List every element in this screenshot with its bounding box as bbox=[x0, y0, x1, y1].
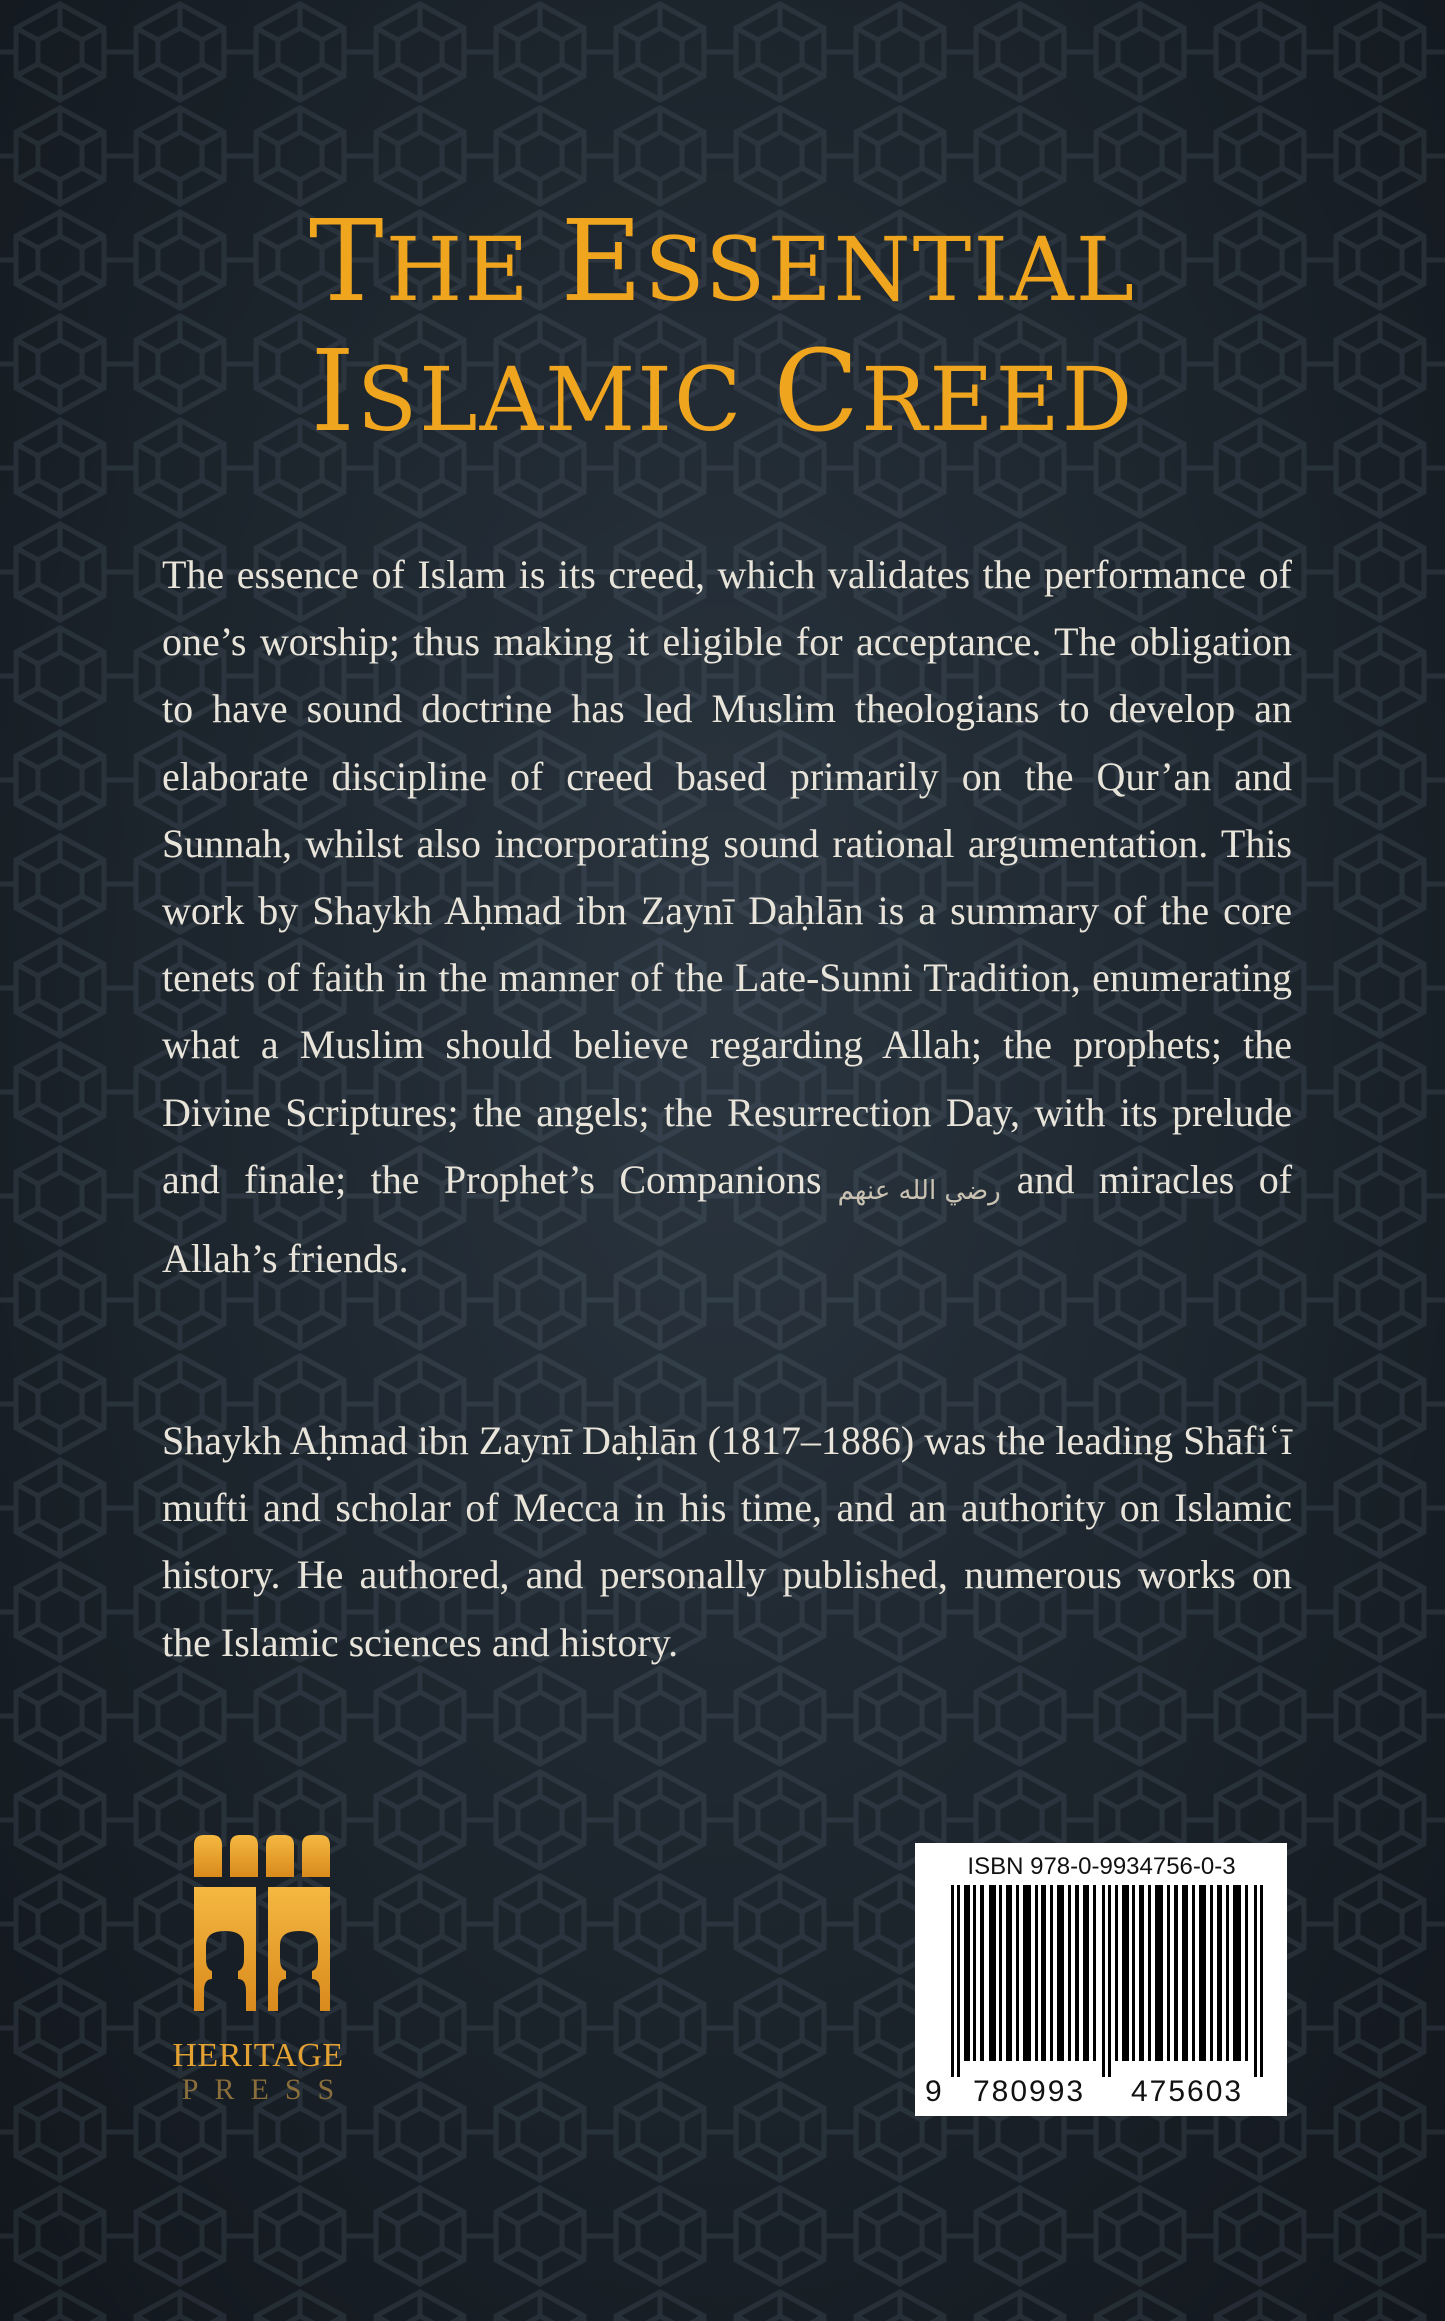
description-paragraph bbox=[162, 541, 1292, 1292]
honorific-calligraphy-icon: رضي الله عنهم bbox=[837, 1175, 1001, 1206]
title-word: REED bbox=[861, 348, 1135, 451]
title-word: SLAMIC bbox=[356, 348, 744, 451]
description-text-end: and miracles of Allah’s friends. bbox=[162, 1156, 1293, 1282]
barcode-bars-icon bbox=[951, 1885, 1267, 2077]
publisher-name-line-1: HERITAGE bbox=[172, 2037, 344, 2074]
book-title-line-2 bbox=[0, 327, 1445, 457]
isbn-barcode bbox=[915, 1843, 1287, 2116]
title-initial: T bbox=[308, 197, 386, 327]
author-bio-paragraph: Shaykh Aḥmad ibn Zaynī Daḥlān (1817–1886) was the leading Shāfiʿī mufti and scholar of Mecca in his time, and an authority on Islamic history. He authored, and personally published, numerous works on the Islamic sciences and history. bbox=[162, 1418, 1292, 1665]
publisher-name-line-2: PRESS bbox=[181, 2073, 351, 2106]
title-word: HE bbox=[385, 218, 531, 321]
isbn-label: ISBN 978-0-9934756-0-3 bbox=[967, 1853, 1236, 1880]
barcode-digits-left: 780993 bbox=[973, 2075, 1086, 2108]
book-title-line-1 bbox=[0, 197, 1445, 327]
description-text: The essence of Islam is its creed, which validates the performance of one’s worship; thus making it eligible for acceptance. The obligation to have sound doctrine has led Muslim theologians to develop an elaborate discipline of creed based primarily on the Qur’an and Sunnah, whilst also incorporating sound rational argumentation. This work by Shaykh Aḥmad ibn Zaynī Daḥlān is a summary of the core tenets of faith in the manner of the Late-Sunni Tradition, enumerating what a Muslim should believe regarding Allah; the prophets; the Divine Scriptures; the angels; the Resurrection Day, with its prelude and finale; the Prophet’s bbox=[162, 552, 1292, 1202]
title-word: SSENTIAL bbox=[644, 218, 1137, 321]
barcode-digit-lead: 9 bbox=[925, 2075, 942, 2108]
title-initial: E bbox=[560, 197, 645, 327]
description-text-end: Companions bbox=[619, 1156, 822, 1202]
title-initial: I bbox=[310, 327, 357, 457]
title-initial: C bbox=[773, 327, 862, 457]
barcode-digits-right: 475603 bbox=[1131, 2075, 1244, 2108]
barcode-digits bbox=[915, 2075, 1287, 2111]
